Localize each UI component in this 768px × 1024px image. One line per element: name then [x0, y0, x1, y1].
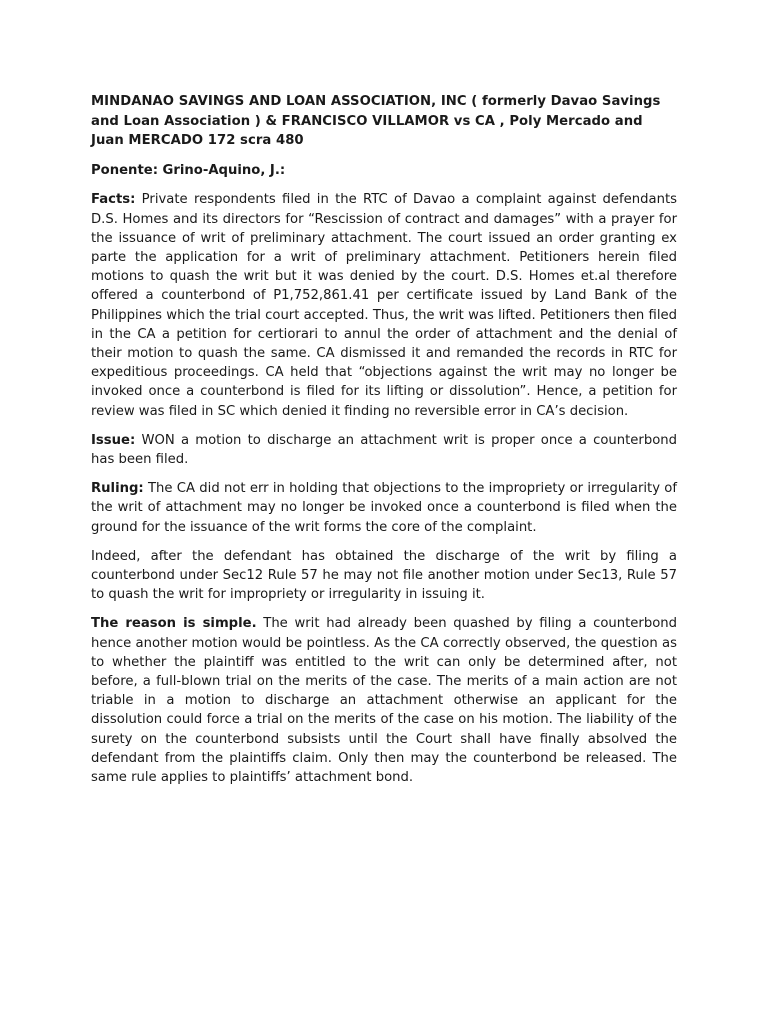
issue-paragraph: [91, 431, 677, 469]
issue-label: Issue:: [91, 432, 136, 448]
ruling-text: The CA did not err in holding that objections to the impropriety or irregularity of the writ of attachment may no longer be invoked once a counterbond is filed when the ground for the issuance of the writ forms the core of the complaint.: [91, 481, 677, 535]
reason-paragraph: [91, 614, 677, 787]
ponente-line: Ponente: Grino-Aquino, J.:: [91, 162, 286, 178]
reason-text: The writ had already been quashed by filing a counterbond hence another motion would be pointless. As the CA correctly observed, the question as to whether the plaintiff was entitled to the writ can only be determined after, not before, a full-blown trial on the merits of the case. The merits of a main action are not triable in a motion to discharge an attachment otherwise an applicant for the dissolution could force a trial on the merits of the case on his motion. The liability of the surety on the counterbond subsists until the Court shall have finally absolved the defendant from the plaintiffs claim. Only then may the counterbond be released. The same rule applies to plaintiffs’ attachment bond.: [91, 616, 677, 786]
ruling-paragraph: [91, 479, 677, 537]
issue-text: WON a motion to discharge an attachment writ is proper once a counterbond has been filed.: [91, 432, 677, 468]
ruling-label: Ruling:: [91, 481, 144, 497]
indeed-paragraph: [91, 547, 677, 605]
indeed-text: Indeed, after the defendant has obtained the discharge of the writ by filing a counterbond under Sec12 Rule 57 he may not file another motion under Sec13, Rule 57 to quash the writ for impropriety or irregularity in issuing it.: [91, 548, 677, 603]
facts-paragraph: [91, 190, 677, 420]
reason-label: The reason is simple.: [91, 616, 257, 632]
document-page: [91, 92, 677, 797]
facts-label: Facts:: [91, 192, 136, 208]
facts-text: Private respondents filed in the RTC of Davao a complaint against defendants D.S. Homes and its directors for “Rescission of contract and damages” with a prayer for the issuance of writ of preliminary attachment. The court issued an order granting ex parte the application for a writ of preliminary attachment. Petitioners herein filed motions to quash the writ but it was denied by the court. D.S. Homes et.al therefore offered a counterbond of P1,752,861.41 per certificate issued by Land Bank of the Philippines which the trial court accepted. Thus, the writ was lifted. Petitioners then filed in the CA a petition for certiorari to annul the order of attachment and the denial of their motion to quash the same. CA dismissed it and remanded the records in RTC for expeditious proceedings. CA held that “objections against the writ may no longer be invoked once a counterbond is filed for its lifting or dissolution”. Hence, a petition for review was filed in SC which denied it finding no reversible error in CA’s decision.: [91, 192, 677, 419]
case-title: MINDANAO SAVINGS AND LOAN ASSOCIATION, INC ( formerly Davao Savings and Loan Association ) & FRANCISCO VILLAMOR vs CA , Poly Mercado and Juan MERCADO 172 scra 480: [91, 94, 661, 149]
